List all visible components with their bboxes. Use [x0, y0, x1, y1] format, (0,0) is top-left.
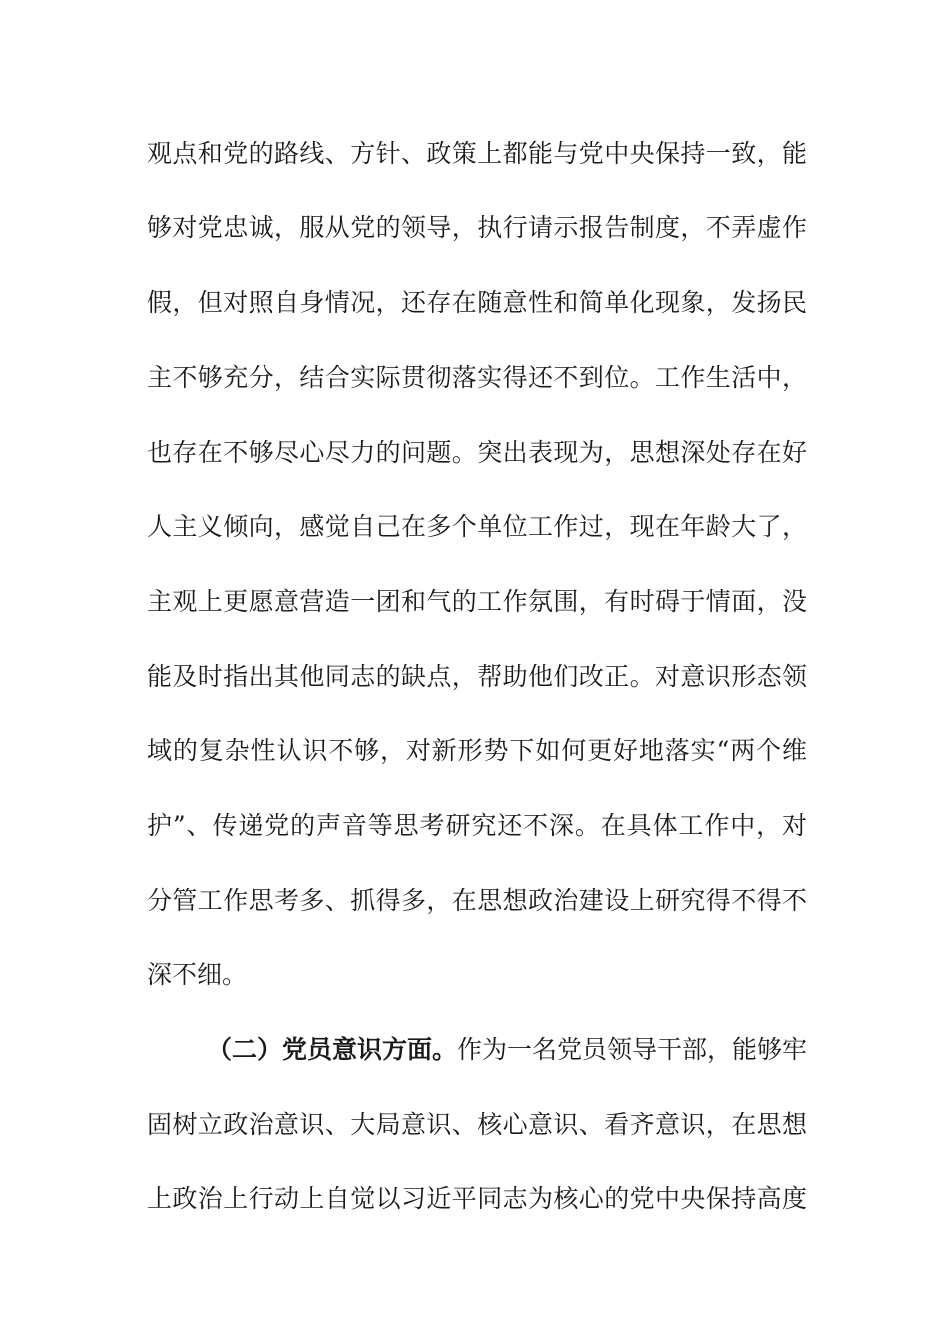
section-first-line	[207, 1030, 807, 1070]
paragraph-line: 人主义倾向，感觉自己在多个单位工作过，现在年龄大了，	[147, 512, 807, 541]
paragraph-line: 主观上更愿意营造一团和气的工作氛围，有时碍于情面，没	[147, 587, 807, 616]
paragraph-line: 域的复杂性认识不够，对新形势下如何更好地落实“两个维	[147, 736, 807, 765]
section-heading-continuation: 作为一名党员领导干部，能够牢	[457, 1035, 808, 1064]
paragraph-line: 分管工作思考多、抓得多，在思想政治建设上研究得不得不	[147, 886, 807, 915]
paragraph-line: 上政治上行动上自觉以习近平同志为核心的党中央保持高度	[147, 1184, 807, 1213]
paragraph-line: 假，但对照自身情况，还存在随意性和简单化现象，发扬民	[147, 288, 807, 317]
paragraph-line: 护”、传递党的声音等思考研究还不深。在具体工作中，对	[147, 811, 807, 840]
paragraph-line: 够对党忠诚，服从党的领导，执行请示报告制度，不弄虚作	[147, 213, 807, 242]
paragraph-line: 观点和党的路线、方针、政策上都能与党中央保持一致，能	[147, 139, 807, 168]
paragraph-line: 能及时指出其他同志的缺点，帮助他们改正。对意识形态领	[147, 662, 807, 691]
section-heading: （二）党员意识方面。	[207, 1035, 458, 1064]
paragraph-line: 深不细。	[147, 960, 248, 989]
paragraph-line: 主不够充分，结合实际贯彻落实得还不到位。工作生活中，	[147, 363, 807, 392]
paragraph-line: 也存在不够尽心尽力的问题。突出表现为，思想深处存在好	[147, 438, 807, 467]
paragraph-line: 固树立政治意识、大局意识、核心意识、看齐意识，在思想	[147, 1110, 807, 1139]
